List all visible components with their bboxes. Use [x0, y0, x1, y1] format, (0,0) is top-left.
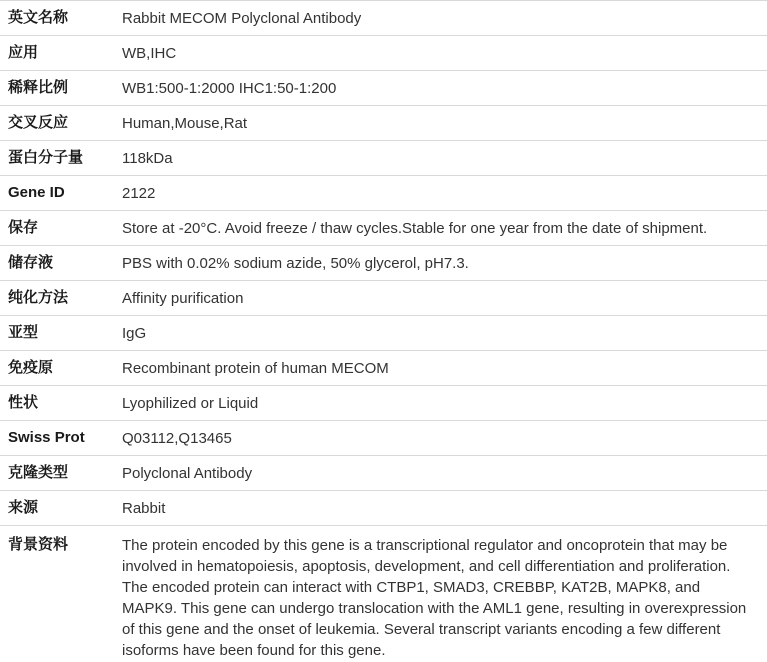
table-row [0, 175, 767, 210]
row-label: 应用 [8, 44, 39, 61]
table-row [0, 105, 767, 140]
row-label: 纯化方法 [8, 289, 69, 306]
row-value: 2122 [122, 184, 156, 202]
row-label: 克隆类型 [8, 464, 69, 481]
row-value: Store at -20°C. Avoid freeze / thaw cycles.Stable for one year from the date of shipment. [122, 219, 708, 237]
row-value: WB1:500-1:2000 IHC1:50-1:200 [122, 79, 337, 97]
row-label: 交叉反应 [8, 114, 69, 131]
row-value: IgG [122, 324, 147, 342]
table-row [0, 70, 767, 105]
row-label: 蛋白分子量 [8, 149, 84, 166]
row-label: 稀释比例 [8, 79, 69, 96]
row-value: PBS with 0.02% sodium azide, 50% glycerol, pH7.3. [122, 254, 469, 272]
row-label: 储存液 [8, 254, 54, 271]
row-value: Lyophilized or Liquid [122, 394, 259, 412]
table-row [0, 35, 767, 70]
row-label: 性状 [8, 394, 39, 411]
row-value: Rabbit [122, 499, 166, 517]
row-label: 背景资料 [8, 536, 69, 553]
table-row [0, 140, 767, 175]
table-row [0, 315, 767, 350]
row-label: 免疫原 [8, 359, 54, 376]
row-label: Swiss Prot [8, 429, 85, 446]
table-row [0, 245, 767, 280]
table-row [0, 0, 767, 35]
row-label: 英文名称 [8, 9, 69, 26]
table-row [0, 210, 767, 245]
row-value: Polyclonal Antibody [122, 464, 253, 482]
row-value: Human,Mouse,Rat [122, 114, 248, 132]
table-row [0, 350, 767, 385]
row-value: Recombinant protein of human MECOM [122, 359, 389, 377]
row-value: 118kDa [122, 149, 173, 167]
table-row [0, 490, 767, 525]
table-row [0, 420, 767, 455]
row-value: Q03112,Q13465 [122, 429, 232, 447]
row-label: 保存 [8, 219, 39, 236]
row-value: WB,IHC [122, 44, 177, 62]
row-label: 来源 [8, 499, 39, 516]
table-row [0, 280, 767, 315]
row-value: The protein encoded by this gene is a transcriptional regulator and oncoprotein that may be involved in hematopoiesis, apoptosis, development, and cell differentiation and proliferation. The encoded protein can interact with CTBP1, SMAD3, CREBBP, KAT2B, MAPK8, and MAPK9. This gene can undergo translocation with the AML1 gene, resulting in overexpression of this gene and the onset of leukemia. Several transcript variants encoding a few different isoforms have been found for this gene. [122, 537, 747, 659]
row-value: Rabbit MECOM Polyclonal Antibody [122, 9, 362, 27]
row-value: Affinity purification [122, 289, 244, 307]
row-label: Gene ID [8, 184, 65, 201]
table-row [0, 525, 767, 662]
row-label: 亚型 [8, 324, 39, 341]
table-row [0, 455, 767, 490]
table-row [0, 385, 767, 420]
